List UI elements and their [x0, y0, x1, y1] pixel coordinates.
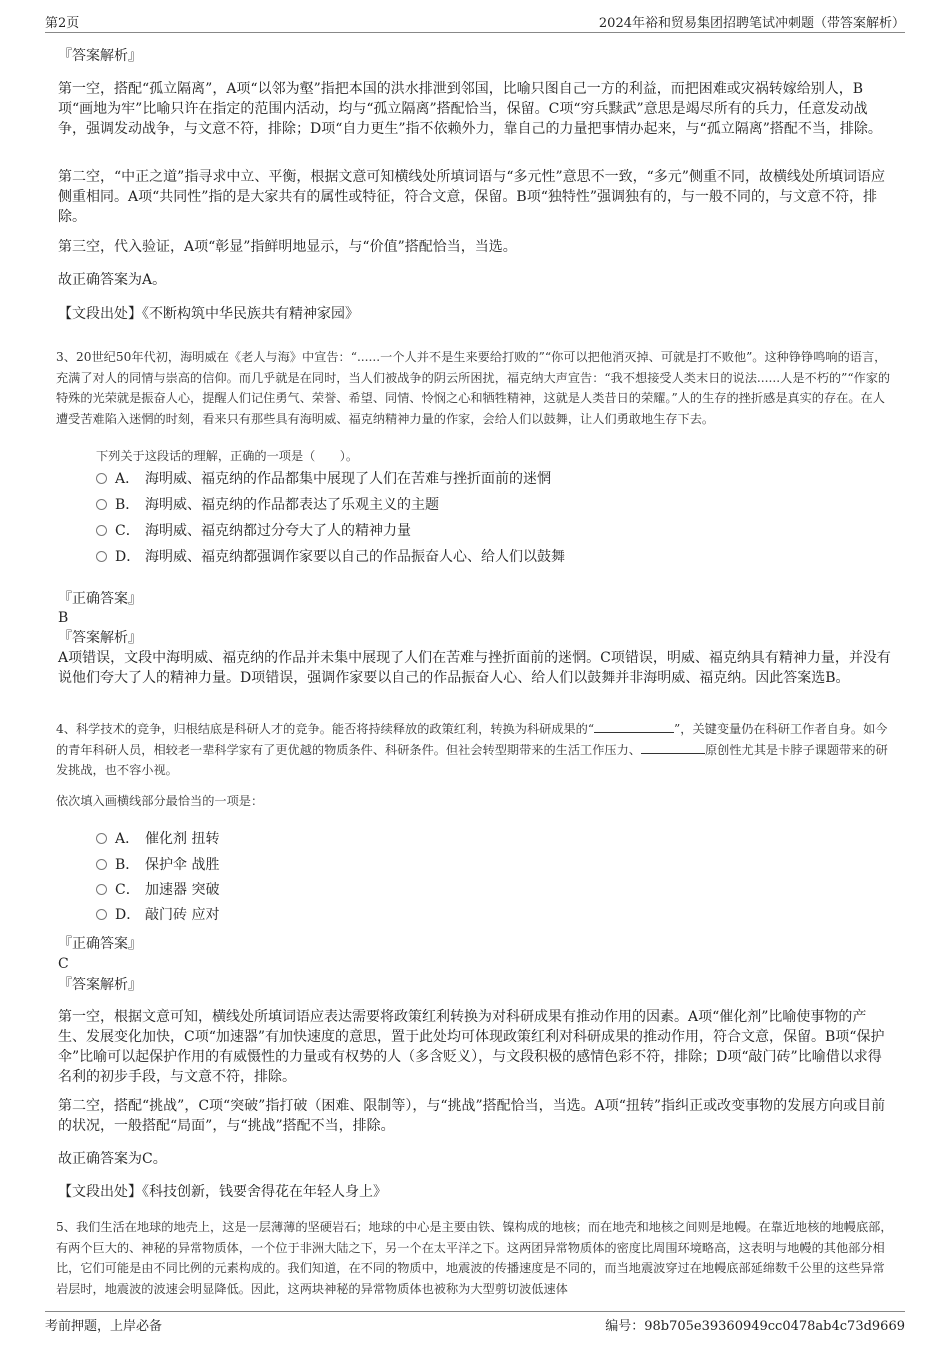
q4-option-a[interactable]: A． 催化剂 扭转	[96, 829, 219, 849]
q2-analysis-label: 『答案解析』	[58, 48, 142, 64]
q2-analysis-p2: 第二空，“中正之道”指寻求中立、平衡，根据文意可知横线处所填词语与“多元性”意思不一致，“多元”侧重不同，故横线处所填词语应侧重相同。A项“共同性”指的是大家共有的属性或特征，符合文意，保留。B项“独特性”强调独有的，与一般不同的，与文意不符，排除。	[58, 169, 885, 225]
blank-2	[641, 741, 705, 754]
radio-icon[interactable]	[96, 525, 107, 536]
q4-answer-label: 『正确答案』	[58, 936, 142, 952]
q3-answer: B	[58, 610, 69, 626]
q3-analysis-label: 『答案解析』	[58, 630, 142, 646]
q3-option-b[interactable]: B． 海明威、福克纳的作品都表达了乐观主义的主题	[96, 495, 439, 515]
q4-option-c[interactable]: C． 加速器 突破	[96, 880, 219, 900]
page-number: 第2页	[45, 16, 80, 31]
q4-option-d[interactable]: D． 敲门砖 应对	[96, 905, 219, 925]
q2-source: 【文段出处】《不断构筑中华民族共有精神家园》	[58, 306, 359, 322]
footer-slogan: 考前押题，上岸必备	[45, 1319, 163, 1334]
page-header	[45, 10, 905, 33]
radio-icon[interactable]	[96, 551, 107, 562]
q5-stem: 5、我们生活在地球的地壳上，这是一层薄薄的坚硬岩石；地球的中心是主要由铁、镍构成的地核；而在地壳和地核之间则是地幔。在靠近地核的地幔底部，有两个巨大的、神秘的异常物质体，一个位于非洲大陆之下，另一个在太平洋之下。这两团异常物质体的密度比周围环境略高，这表明与地幔的其他部分相比，它们可能是由不同比例的元素构成的。我们知道，在不同的物质中，地震波的传播速度是不同的，而当地震波穿过在地幔底部延绵数千公里的这些异常岩层时，地震波的波速会明显降低。因此，这两块神秘的异常物质体也被称为大型剪切波低速体	[56, 1220, 893, 1296]
radio-icon[interactable]	[96, 473, 107, 484]
q4-stem: 4、科学技术的竞争，归根结底是科研人才的竞争。能否将持续释放的政策红利，转换为科研成果的“ ”，关键变量仍在科研工作者自身。如今的青年科研人员，相较老一辈科学家有了更优越的物质条件、科研条件。但社会转型期带来的生活工作压力、 原创性尤其是卡脖子课题带来的研发挑战，也不容小视。	[56, 722, 888, 777]
q3-stem: 3、20世纪50年代初，海明威在《老人与海》中宣告：“......一个人并不是生来要给打败的”“你可以把他消灭掉、可就是打不败他”。这种铮铮鸣响的语言，充满了对人的同情与崇高的信仰。而几乎就是在同时，当人们被战争的阴云所困扰，福克纳大声宣告：“我不想接受人类末日的说法......人是不朽的”“作家的特殊的光荣就是振奋人心，提醒人们记住勇气、荣誉、希望、同情、怜悯之心和牺牲精神，这就是人类昔日的荣耀。”人的生存的挫折感是真实的存在。在人遭受苦难陷入迷惘的时刻，看来只有那些具有海明威、福克纳精神力量的作家，会给人们以鼓舞，让人们勇敢地生存下去。	[56, 350, 891, 426]
q4-analysis-p2: 第二空，搭配“挑战”，C项“突破”指打破（困难、限制等），与“挑战”搭配恰当，当选。A项“扭转”指纠正或改变事物的发展方向或目前的状况，一般搭配“局面”，与“挑战”搭配不当，排除。	[58, 1098, 886, 1134]
radio-icon[interactable]	[96, 859, 107, 870]
q2-analysis-p1: 第一空，搭配“孤立隔离”，A项“以邻为壑”指把本国的洪水排泄到邻国，比喻只图自己一方的利益，而把困难或灾祸转嫁给别人，B项“画地为牢”比喻只许在指定的范围内活动，均与“孤立隔离”搭配恰当，保留。C项“穷兵黩武”意思是竭尽所有的兵力，任意发动战争，强调发动战争，与文意不符，排除；D项“自力更生”指不依赖外力，靠自己的力量把事情办起来，与“孤立隔离”搭配不当，排除。	[58, 81, 882, 137]
q2-answer-statement: 故正确答案为A。	[58, 272, 167, 288]
q4-source: 【文段出处】《科技创新，钱要舍得花在年轻人身上》	[58, 1184, 387, 1200]
q4-answer-statement: 故正确答案为C。	[58, 1151, 167, 1167]
document-id: 编号：98b705e39360949cc0478ab4c73d9669	[605, 1319, 905, 1334]
blank-1	[594, 720, 674, 733]
radio-icon[interactable]	[96, 884, 107, 895]
page-footer	[45, 1311, 905, 1336]
radio-icon[interactable]	[96, 833, 107, 844]
q2-analysis-p3: 第三空，代入验证，A项“彰显”指鲜明地显示，与“价值”搭配恰当，当选。	[58, 239, 517, 255]
radio-icon[interactable]	[96, 499, 107, 510]
q3-option-a[interactable]: A． 海明威、福克纳的作品都集中展现了人们在苦难与挫折面前的迷惘	[96, 469, 551, 489]
q4-analysis-p1: 第一空，根据文意可知，横线处所填词语应表达需要将政策红利转换为对科研成果有推动作用的因素。A项“催化剂”比喻使事物的产生、发展变化加快，C项“加速器”有加快速度的意思，置于此处均可体现政策红利对科研成果的推动作用，符合文意，保留。B项“保护伞”比喻可以起保护作用的有威慑性的力量或有权势的人（多含贬义），与文段积极的感情色彩不符，排除；D项“敲门砖”比喻借以求得名利的初步手段，与文意不符，排除。	[58, 1009, 885, 1085]
radio-icon[interactable]	[96, 909, 107, 920]
q4-answer: C	[58, 956, 69, 972]
q4-analysis-label: 『答案解析』	[58, 977, 142, 993]
q3-analysis: A项错误，文段中海明威、福克纳的作品并未集中展现了人们在苦难与挫折面前的迷惘。C项错误，明威、福克纳具有精神力量，并没有说他们夸大了人的精神力量。D项错误，强调作家要以自己的作品振奋人心、给人们以鼓舞并非海明威、福克纳。因此答案选B。	[58, 650, 891, 686]
q4-option-b[interactable]: B． 保护伞 战胜	[96, 855, 219, 875]
q3-option-c[interactable]: C． 海明威、福克纳都过分夸大了人的精神力量	[96, 521, 411, 541]
q3-prompt: 下列关于这段话的理解，正确的一项是（ ）。	[96, 449, 359, 463]
q3-option-d[interactable]: D． 海明威、福克纳都强调作家要以自己的作品振奋人心、给人们以鼓舞	[96, 547, 565, 567]
q4-prompt: 依次填入画横线部分最恰当的一项是：	[56, 794, 264, 808]
document-title: 2024年裕和贸易集团招聘笔试冲刺题（带答案解析）	[598, 16, 905, 31]
q3-answer-label: 『正确答案』	[58, 591, 142, 607]
